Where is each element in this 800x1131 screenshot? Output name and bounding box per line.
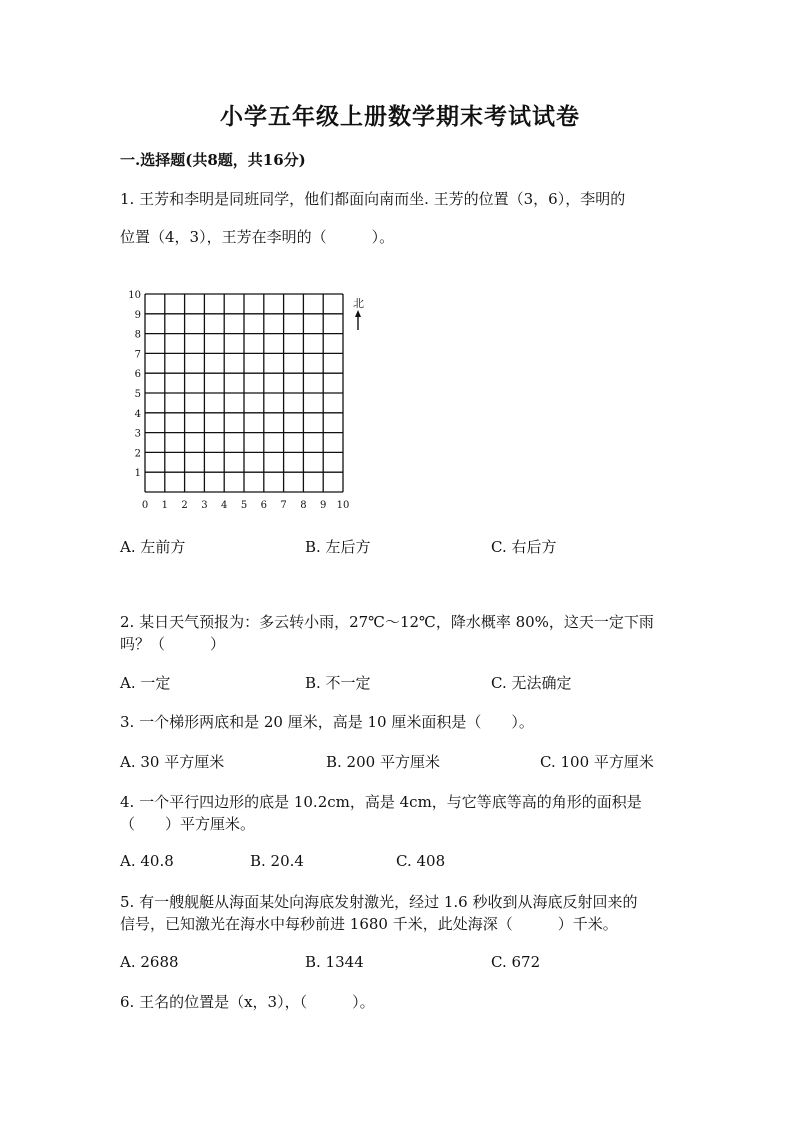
y-tick-label: 10 (128, 290, 141, 301)
question-5-line-1: 5. 有一艘舰艇从海面某处向海底发射激光，经过 1.6 秒收到从海底反射回来的 (120, 893, 638, 911)
q4-option-b[interactable]: B. 20.4 (250, 852, 304, 870)
y-tick-label: 5 (134, 389, 141, 400)
y-tick-label: 2 (134, 448, 141, 460)
y-tick-label: 7 (134, 349, 141, 361)
page-title: 小学五年级上册数学期末考试试卷 (220, 103, 580, 130)
coordinate-grid-figure (120, 282, 380, 511)
x-tick-label: 0 (141, 500, 149, 511)
north-label: 北 (353, 297, 364, 310)
x-tick-label: 6 (260, 500, 267, 511)
y-tick-label: 1 (134, 468, 141, 480)
question-4-line-1: 4. 一个平行四边形的底是 10.2cm，高是 4cm，与它等底等高的角形的面积是 (120, 793, 642, 811)
question-3-line-1: 3. 一个梯形两底和是 20 厘米，高是 10 厘米面积是（ ）。 (120, 713, 534, 731)
section-heading: 一.选择题(共8题，共16分) (120, 151, 306, 169)
q5-option-c[interactable]: C. 672 (491, 953, 541, 971)
x-tick-label: 2 (181, 500, 188, 511)
q2-option-c[interactable]: C. 无法确定 (491, 674, 572, 692)
q1-option-a[interactable]: A. 左前方 (120, 538, 186, 556)
y-tick-label: 9 (134, 309, 141, 321)
q1-option-c[interactable]: C. 右后方 (491, 538, 557, 556)
x-tick-label: 5 (240, 500, 248, 511)
y-tick-label: 8 (134, 329, 141, 341)
q3-option-b[interactable]: B. 200 平方厘米 (326, 753, 440, 771)
x-tick-label: 9 (320, 500, 327, 511)
x-axis-labels (142, 500, 350, 511)
x-tick-label: 4 (221, 500, 228, 511)
north-arrow-icon (355, 310, 361, 330)
x-tick-label: 1 (161, 500, 168, 511)
question-2-line-1: 2. 某日天气预报为：多云转小雨，27℃～12℃，降水概率 80%，这天一定下雨 (120, 613, 654, 631)
q1-option-b[interactable]: B. 左后方 (305, 538, 371, 556)
y-tick-label: 4 (134, 408, 141, 420)
q3-option-c[interactable]: C. 100 平方厘米 (540, 753, 654, 771)
y-tick-label: 6 (134, 369, 141, 381)
x-tick-label: 8 (300, 500, 307, 511)
q4-option-a[interactable]: A. 40.8 (120, 852, 174, 870)
x-tick-label: 10 (336, 500, 350, 511)
q2-option-a[interactable]: A. 一定 (120, 674, 171, 692)
question-1-line-2: 位置（4，3），王芳在李明的（ ）。 (120, 228, 395, 246)
x-tick-label: 3 (201, 500, 208, 511)
question-1-line-1: 1. 王芳和李明是同班同学，他们都面向南而坐. 王芳的位置（3，6），李明的 (120, 190, 626, 208)
y-axis-labels (128, 290, 141, 479)
q4-option-c[interactable]: C. 408 (396, 852, 446, 870)
x-tick-label: 7 (280, 500, 287, 511)
q3-option-a[interactable]: A. 30 平方厘米 (120, 753, 225, 771)
question-2-line-2: 吗？（ ） (120, 635, 226, 653)
question-4-line-2: （ ）平方厘米。 (120, 815, 256, 833)
q5-option-a[interactable]: A. 2688 (120, 953, 179, 971)
q2-option-b[interactable]: B. 不一定 (305, 674, 371, 692)
question-5-line-2: 信号，已知激光在海水中每秒前进 1680 千米，此处海深（ ）千米。 (120, 915, 618, 933)
y-tick-label: 3 (134, 428, 141, 440)
grid-lines (145, 294, 343, 492)
q5-option-b[interactable]: B. 1344 (305, 953, 364, 971)
question-6-line-1: 6. 王名的位置是（x，3），（ ）。 (120, 993, 375, 1011)
